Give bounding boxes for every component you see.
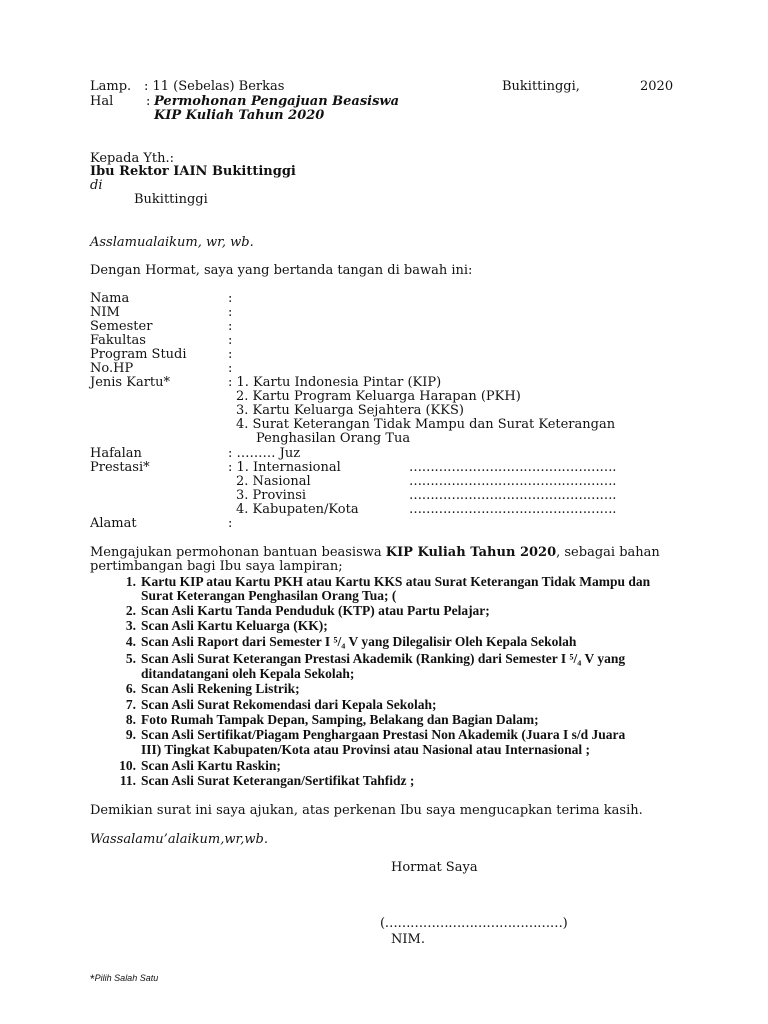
field-value-jenis-kartu: : 1. Kartu Indonesia Pintar (KIP) — [228, 375, 442, 390]
prestasi-option-2: 2. Nasional — [236, 474, 311, 489]
field-value-nim: : — [228, 305, 233, 320]
attachment-num: 6. — [125, 681, 136, 696]
recipient-di: di — [90, 178, 103, 193]
request-text-bold: KIP Kuliah Tahun 2020 — [385, 545, 557, 560]
field-value-nama: : — [228, 291, 233, 306]
hal-label: Hal — [90, 94, 114, 109]
attachment-text: Scan Asli Surat Rekomendasi dari Kepala Sekolah; — [141, 697, 437, 712]
recipient-kepada: Kepada Yth.: — [90, 151, 175, 166]
kartu-option-4: 4. Surat Keterangan Tidak Mampu dan Surat Keterangan — [236, 417, 616, 432]
attachment-text: Scan Asli Surat Keterangan Prestasi Akademik (Ranking) dari Semester I ⁵/₄ V yang — [141, 651, 626, 666]
attachment-text: Scan Asli Sertifikat/Piagam Penghargaan Prestasi Non Akademik (Juara I s/d Juara — [141, 727, 626, 742]
prestasi-dots-1: …………………………………………. — [409, 460, 617, 475]
field-value-alamat: : — [228, 516, 233, 531]
field-value-nohp: : — [228, 361, 233, 376]
lamp-label: Lamp. — [90, 79, 132, 94]
kartu-option-2: 2. Kartu Program Keluarga Harapan (PKH) — [236, 389, 521, 404]
field-label-nohp: No.HP — [90, 361, 134, 376]
closing-text: Demikian surat ini saya ajukan, atas perkenan Ibu saya mengucapkan terima kasih. — [90, 803, 643, 818]
field-label-program-studi: Program Studi — [90, 347, 187, 362]
attachment-num: 2. — [125, 603, 136, 618]
attachment-text: Kartu KIP atau Kartu PKH atau Kartu KKS atau Surat Keterangan Tidak Mampu dan — [141, 574, 651, 589]
attachment-text: Scan Asli Rekening Listrik; — [141, 681, 300, 696]
attachment-num: 3. — [125, 618, 136, 633]
signature-nim: NIM. — [391, 932, 425, 947]
attachment-text: Scan Asli Kartu Raskin; — [141, 758, 281, 773]
request-text-post: , sebagai bahan — [556, 545, 660, 560]
recipient-city: Bukittinggi — [134, 192, 208, 207]
prestasi-dots-3: …………………………………………. — [409, 488, 617, 503]
field-label-jenis-kartu: Jenis Kartu* — [90, 375, 171, 390]
attachment-text: Scan Asli Kartu Tanda Penduduk (KTP) atau Partu Pelajar; — [141, 603, 490, 618]
signature-hormat: Hormat Saya — [391, 860, 478, 875]
field-label-hafalan: Hafalan — [90, 446, 142, 461]
field-label-nim: NIM — [90, 305, 120, 320]
kartu-option-4-cont: Penghasilan Orang Tua — [256, 431, 411, 446]
wassalam-text: Wassalamu’alaikum,wr,wb. — [90, 832, 268, 847]
field-label-semester: Semester — [90, 319, 153, 334]
attachment-text: III) Tingkat Kabupaten/Kota atau Provinsi atau Nasional atau Internasional ; — [141, 742, 590, 757]
field-label-fakultas: Fakultas — [90, 333, 146, 348]
attachment-num: 9. — [125, 727, 136, 742]
attachment-text: Scan Asli Kartu Keluarga (KK); — [141, 618, 328, 633]
prestasi-dots-2: …………………………………………. — [409, 474, 617, 489]
attachment-text: Foto Rumah Tampak Depan, Samping, Belakang dan Bagian Dalam; — [141, 712, 539, 727]
attachment-text: Scan Asli Surat Keterangan/Sertifikat Tahfidz ; — [141, 773, 415, 788]
footnote-star: * — [90, 972, 95, 986]
field-value-program-studi: : — [228, 347, 233, 362]
attachment-num: 5. — [125, 651, 136, 666]
prestasi-dots-4: …………………………………………. — [409, 502, 617, 517]
attachment-text: Scan Asli Raport dari Semester I ⁵/₄ V yang Dilegalisir Oleh Kepala Sekolah — [141, 634, 577, 649]
salutation: Asslamualaikum, wr, wb. — [90, 235, 254, 250]
kartu-option-3: 3. Kartu Keluarga Sejahtera (KKS) — [236, 403, 464, 418]
letter-city: Bukittinggi, — [502, 79, 580, 94]
attachment-text: ditandatangani oleh Kepala Sekolah; — [141, 666, 355, 681]
recipient-name: Ibu Rektor IAIN Bukittinggi — [90, 164, 296, 179]
attachment-num: 4. — [125, 634, 136, 649]
subject-line-1: Permohonan Pengajuan Beasiswa — [154, 94, 400, 109]
footnote-text: Pilih Salah Satu — [94, 973, 159, 983]
attachment-num: 1. — [125, 574, 136, 589]
attachment-num: 7. — [125, 697, 136, 712]
field-label-prestasi: Prestasi* — [90, 460, 150, 475]
lamp-value: : 11 (Sebelas) Berkas — [144, 79, 285, 94]
hal-colon: : — [146, 94, 151, 109]
signature-name-line: (……………………………………) — [380, 916, 568, 931]
prestasi-option-3: 3. Provinsi — [236, 488, 307, 503]
subject-line-2: KIP Kuliah Tahun 2020 — [154, 108, 325, 123]
request-line-1 — [90, 545, 660, 560]
intro-text: Dengan Hormat, saya yang bertanda tangan di bawah ini: — [90, 263, 473, 278]
request-text-pre: Mengajukan permohonan bantuan beasiswa — [90, 545, 386, 560]
field-value-fakultas: : — [228, 333, 233, 348]
field-value-hafalan: : ……… Juz — [228, 446, 301, 461]
field-value-semester: : — [228, 319, 233, 334]
letter-year: 2020 — [640, 79, 674, 94]
prestasi-option-4: 4. Kabupaten/Kota — [236, 502, 359, 517]
request-line-2: pertimbangan bagi Ibu saya lampiran; — [90, 559, 343, 574]
attachment-num: 11. — [119, 773, 136, 788]
footnote — [90, 972, 158, 986]
field-label-alamat: Alamat — [90, 516, 137, 531]
field-label-nama: Nama — [90, 291, 130, 306]
attachment-text: Surat Keterangan Penghasilan Orang Tua; ( — [141, 588, 397, 603]
prestasi-option-1: : 1. Internasional — [228, 460, 341, 475]
attachment-num: 8. — [125, 712, 136, 727]
attachment-num: 10. — [119, 758, 136, 773]
